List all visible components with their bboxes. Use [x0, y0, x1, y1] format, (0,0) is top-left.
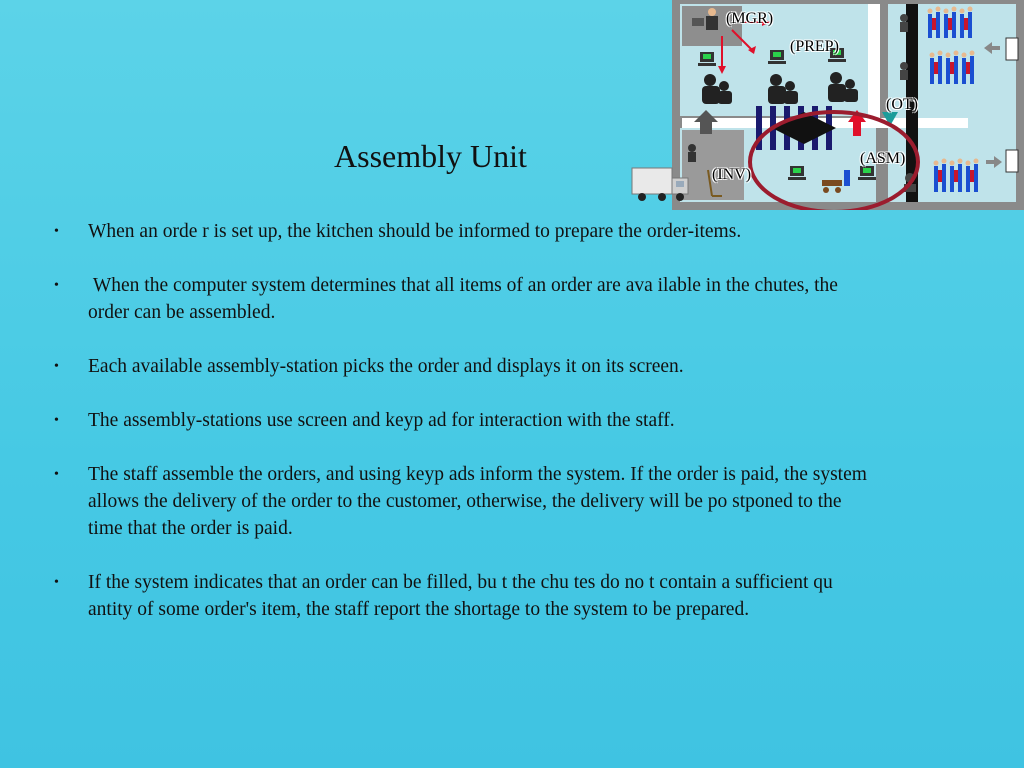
- bullet-item: [50, 569, 870, 623]
- label-inv: (INV): [712, 166, 752, 183]
- bullet-text: If the system indicates that an order can be filled, bu t the chu tes do no t contain a sufficient qu antity of some order's item, the staff report the shortage to the system to be prepared.: [88, 572, 833, 620]
- customer-crowds: [928, 7, 979, 193]
- delivery-cart: [822, 170, 850, 193]
- label-asm: (ASM): [860, 150, 906, 167]
- bullet-text: The staff assemble the orders, and using keyp ads inform the system. If the order is paid, the system allows the delivery of the order to the customer, otherwise, the delivery will be po stponed to the time that the order is paid.: [88, 464, 867, 539]
- bullet-icon: •: [54, 278, 59, 293]
- bullet-item: [50, 353, 870, 380]
- bullet-icon: •: [54, 413, 59, 428]
- bullet-icon: •: [54, 575, 59, 590]
- bullet-text: Each available assembly-station picks the order and displays it on its screen.: [88, 356, 684, 377]
- bullet-icon: •: [54, 224, 59, 239]
- bullet-item: [50, 218, 870, 245]
- inventory-clerk: [688, 144, 696, 162]
- bullet-icon: •: [54, 359, 59, 374]
- bullet-list: [50, 218, 870, 650]
- arrow-up-grey-icon: [694, 110, 718, 134]
- bullet-item: [50, 272, 870, 326]
- manager-figure: [692, 8, 718, 30]
- bullet-icon: •: [54, 467, 59, 482]
- door-icons: [984, 38, 1018, 172]
- slide-title: Assembly Unit: [334, 138, 527, 174]
- bullet-text: When the computer system determines that all items of an order are ava ilable in the chutes, the order can be assembled.: [88, 275, 843, 323]
- staff-silhouettes: [702, 72, 858, 104]
- bullet-text: When an orde r is set up, the kitchen should be informed to prepare the order-items.: [88, 221, 742, 242]
- truck-icon: [630, 164, 692, 204]
- bullet-item: [50, 461, 870, 542]
- bullet-text: The assembly-stations use screen and keyp ad for interaction with the staff.: [88, 410, 675, 431]
- label-ot: (OT): [886, 96, 918, 113]
- label-mgr: (MGR): [726, 10, 774, 27]
- label-prep: (PREP): [790, 38, 839, 55]
- restaurant-layout-diagram: [672, 0, 1024, 210]
- bullet-item: [50, 407, 870, 434]
